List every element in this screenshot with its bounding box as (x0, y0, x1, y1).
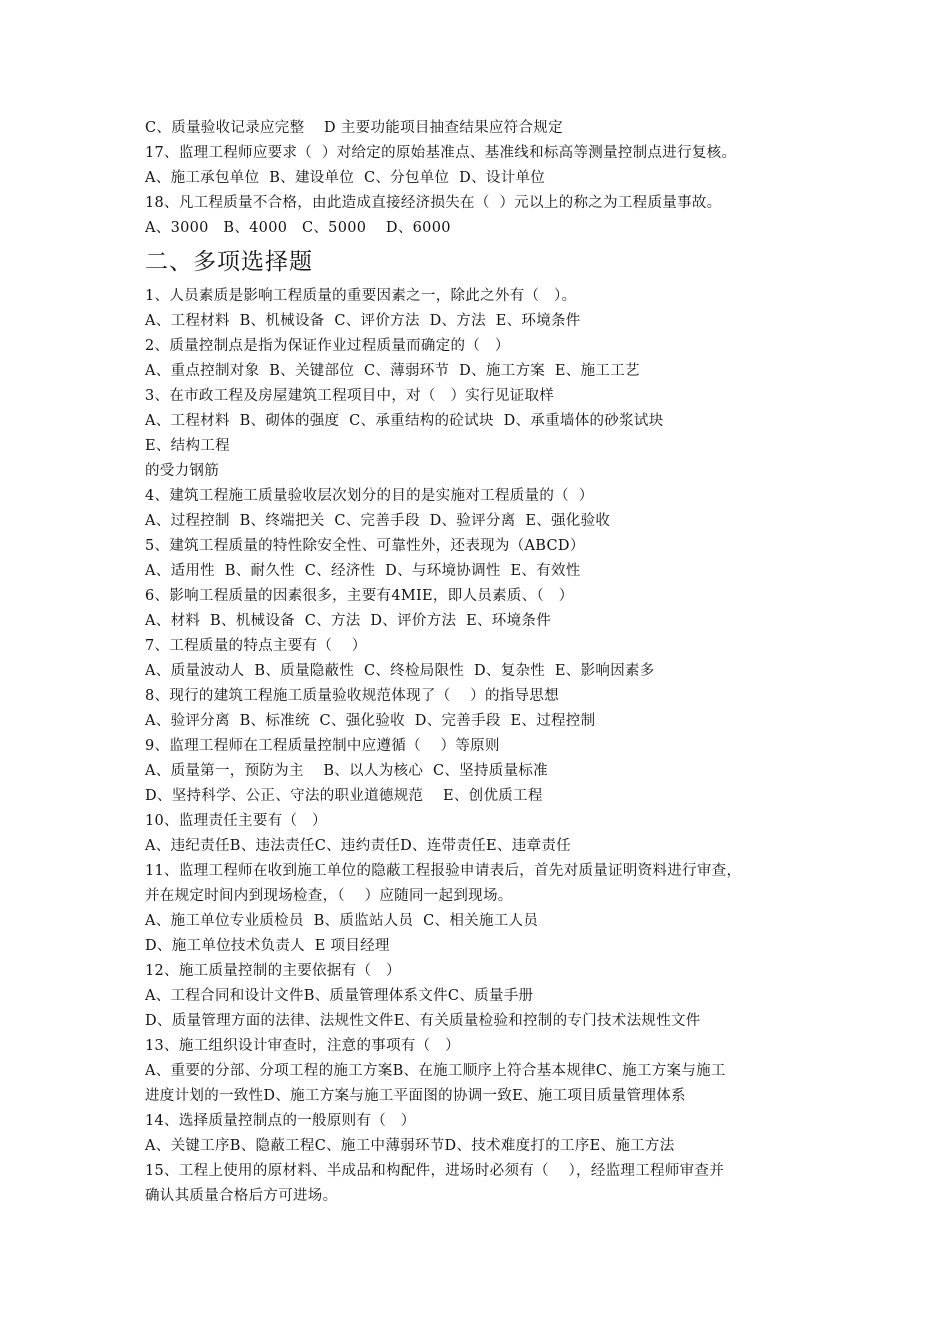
options-14: A、关键工序B、隐蔽工程C、施工中薄弱环节D、技术难度打的工序E、施工方法 (145, 1138, 675, 1154)
question-17: 17、监理工程师应要求（ ）对给定的原始基准点、基准线和标高等测量控制点进行复核。 (145, 145, 737, 161)
question-15: 15、工程上使用的原材料、半成品和构配件，进场时必须有（ ），经监理工程师审查并 (145, 1163, 725, 1179)
question-15-cont: 确认其质量合格后方可进场。 (145, 1188, 338, 1204)
options-13-cont: 进度计划的一致性D、施工方案与施工平面图的协调一致E、施工项目质量管理体系 (145, 1088, 686, 1104)
options-3-cont: 的受力钢筋 (145, 463, 219, 479)
document-content (145, 116, 825, 1209)
options-3: A、工程材料 B、砌体的强度 C、承重结构的砼试块 D、承重墙体的砂浆试块 (145, 413, 664, 429)
options-8: A、验评分离 B、标准统 C、强化验收 D、完善手段 E、过程控制 (145, 713, 596, 729)
question-12: 12、施工质量控制的主要依据有（ ） (145, 963, 401, 979)
question-8: 8、现行的建筑工程施工质量验收规范体现了（ ）的指导思想 (145, 688, 559, 704)
options-7: A、质量波动人 B、质量隐蔽性 C、终检局限性 D、复杂性 E、影响因素多 (145, 663, 655, 679)
options-1: A、工程材料 B、机械设备 C、评价方法 D、方法 E、环境条件 (145, 313, 581, 329)
options-13: A、重要的分部、分项工程的施工方案B、在施工顺序上符合基本规律C、施工方案与施工 (145, 1063, 726, 1079)
question-11: 11、监理工程师在收到施工单位的隐蔽工程报验申请表后，首先对质量证明资料进行审查， (145, 863, 742, 879)
question-10: 10、监理责任主要有（ ） (145, 813, 327, 829)
question-1: 1、人员素质是影响工程质量的重要因素之一，除此之外有（ ）。 (145, 288, 577, 304)
options-5: A、适用性 B、耐久性 C、经济性 D、与环境协调性 E、有效性 (145, 563, 581, 579)
options-10: A、违纪责任B、违法责任C、违约责任D、连带责任E、违章责任 (145, 838, 571, 854)
question-13: 13、施工组织设计审查时，注意的事项有（ ） (145, 1038, 460, 1054)
question-2: 2、质量控制点是指为保证作业过程质量而确定的（ ） (145, 338, 510, 354)
options-12: A、工程合同和设计文件B、质量管理体系文件C、质量手册 (145, 988, 534, 1004)
options-11: A、施工单位专业质检员 B、质监站人员 C、相关施工人员 (145, 913, 539, 929)
options-11-cont: D、施工单位技术负责人 E 项目经理 (145, 938, 390, 954)
question-3: 3、在市政工程及房屋建筑工程项目中，对（ ）实行见证取样 (145, 388, 555, 404)
question-11-cont: 并在规定时间内到现场检查，（ ）应随同一起到现场。 (145, 888, 513, 904)
options-17: A、施工承包单位 B、建设单位 C、分包单位 D、设计单位 (145, 170, 546, 186)
question-14: 14、选择质量控制点的一般原则有（ ） (145, 1113, 416, 1129)
options-9: A、质量第一，预防为主 B、以人为核心 C、坚持质量标准 (145, 763, 548, 779)
options-3-cont: E、结构工程 (145, 438, 230, 454)
text-line: C、质量验收记录应完整 D 主要功能项目抽查结果应符合规定 (145, 120, 563, 136)
options-12-cont: D、质量管理方面的法律、法规性文件E、有关质量检验和控制的专门技术法规性文件 (145, 1013, 701, 1029)
question-9: 9、监理工程师在工程质量控制中应遵循（ ）等原则 (145, 738, 500, 754)
question-7: 7、工程质量的特点主要有（ ） (145, 638, 367, 654)
options-18: A、3000 B、4000 C、5000 D、6000 (145, 220, 451, 236)
question-5: 5、建筑工程质量的特性除安全性、可靠性外，还表现为（ABCD） (145, 538, 585, 554)
question-4: 4、建筑工程施工质量验收层次划分的目的是实施对工程质量的（ ） (145, 488, 594, 504)
question-18: 18、凡工程质量不合格，由此造成直接经济损失在（ ）元以上的称之为工程质量事故。 (145, 195, 722, 211)
question-6: 6、影响工程质量的因素很多，主要有4MIE，即人员素质、（ ） (145, 588, 574, 604)
section-heading: 二、多项选择题 (145, 249, 313, 275)
options-6: A、材料 B、机械设备 C、方法 D、评价方法 E、环境条件 (145, 613, 552, 629)
options-2: A、重点控制对象 B、关键部位 C、薄弱环节 D、施工方案 E、施工工艺 (145, 363, 640, 379)
options-9-cont: D、坚持科学、公正、守法的职业道德规范 E、创优质工程 (145, 788, 543, 804)
options-4: A、过程控制 B、终端把关 C、完善手段 D、验评分离 E、强化验收 (145, 513, 611, 529)
